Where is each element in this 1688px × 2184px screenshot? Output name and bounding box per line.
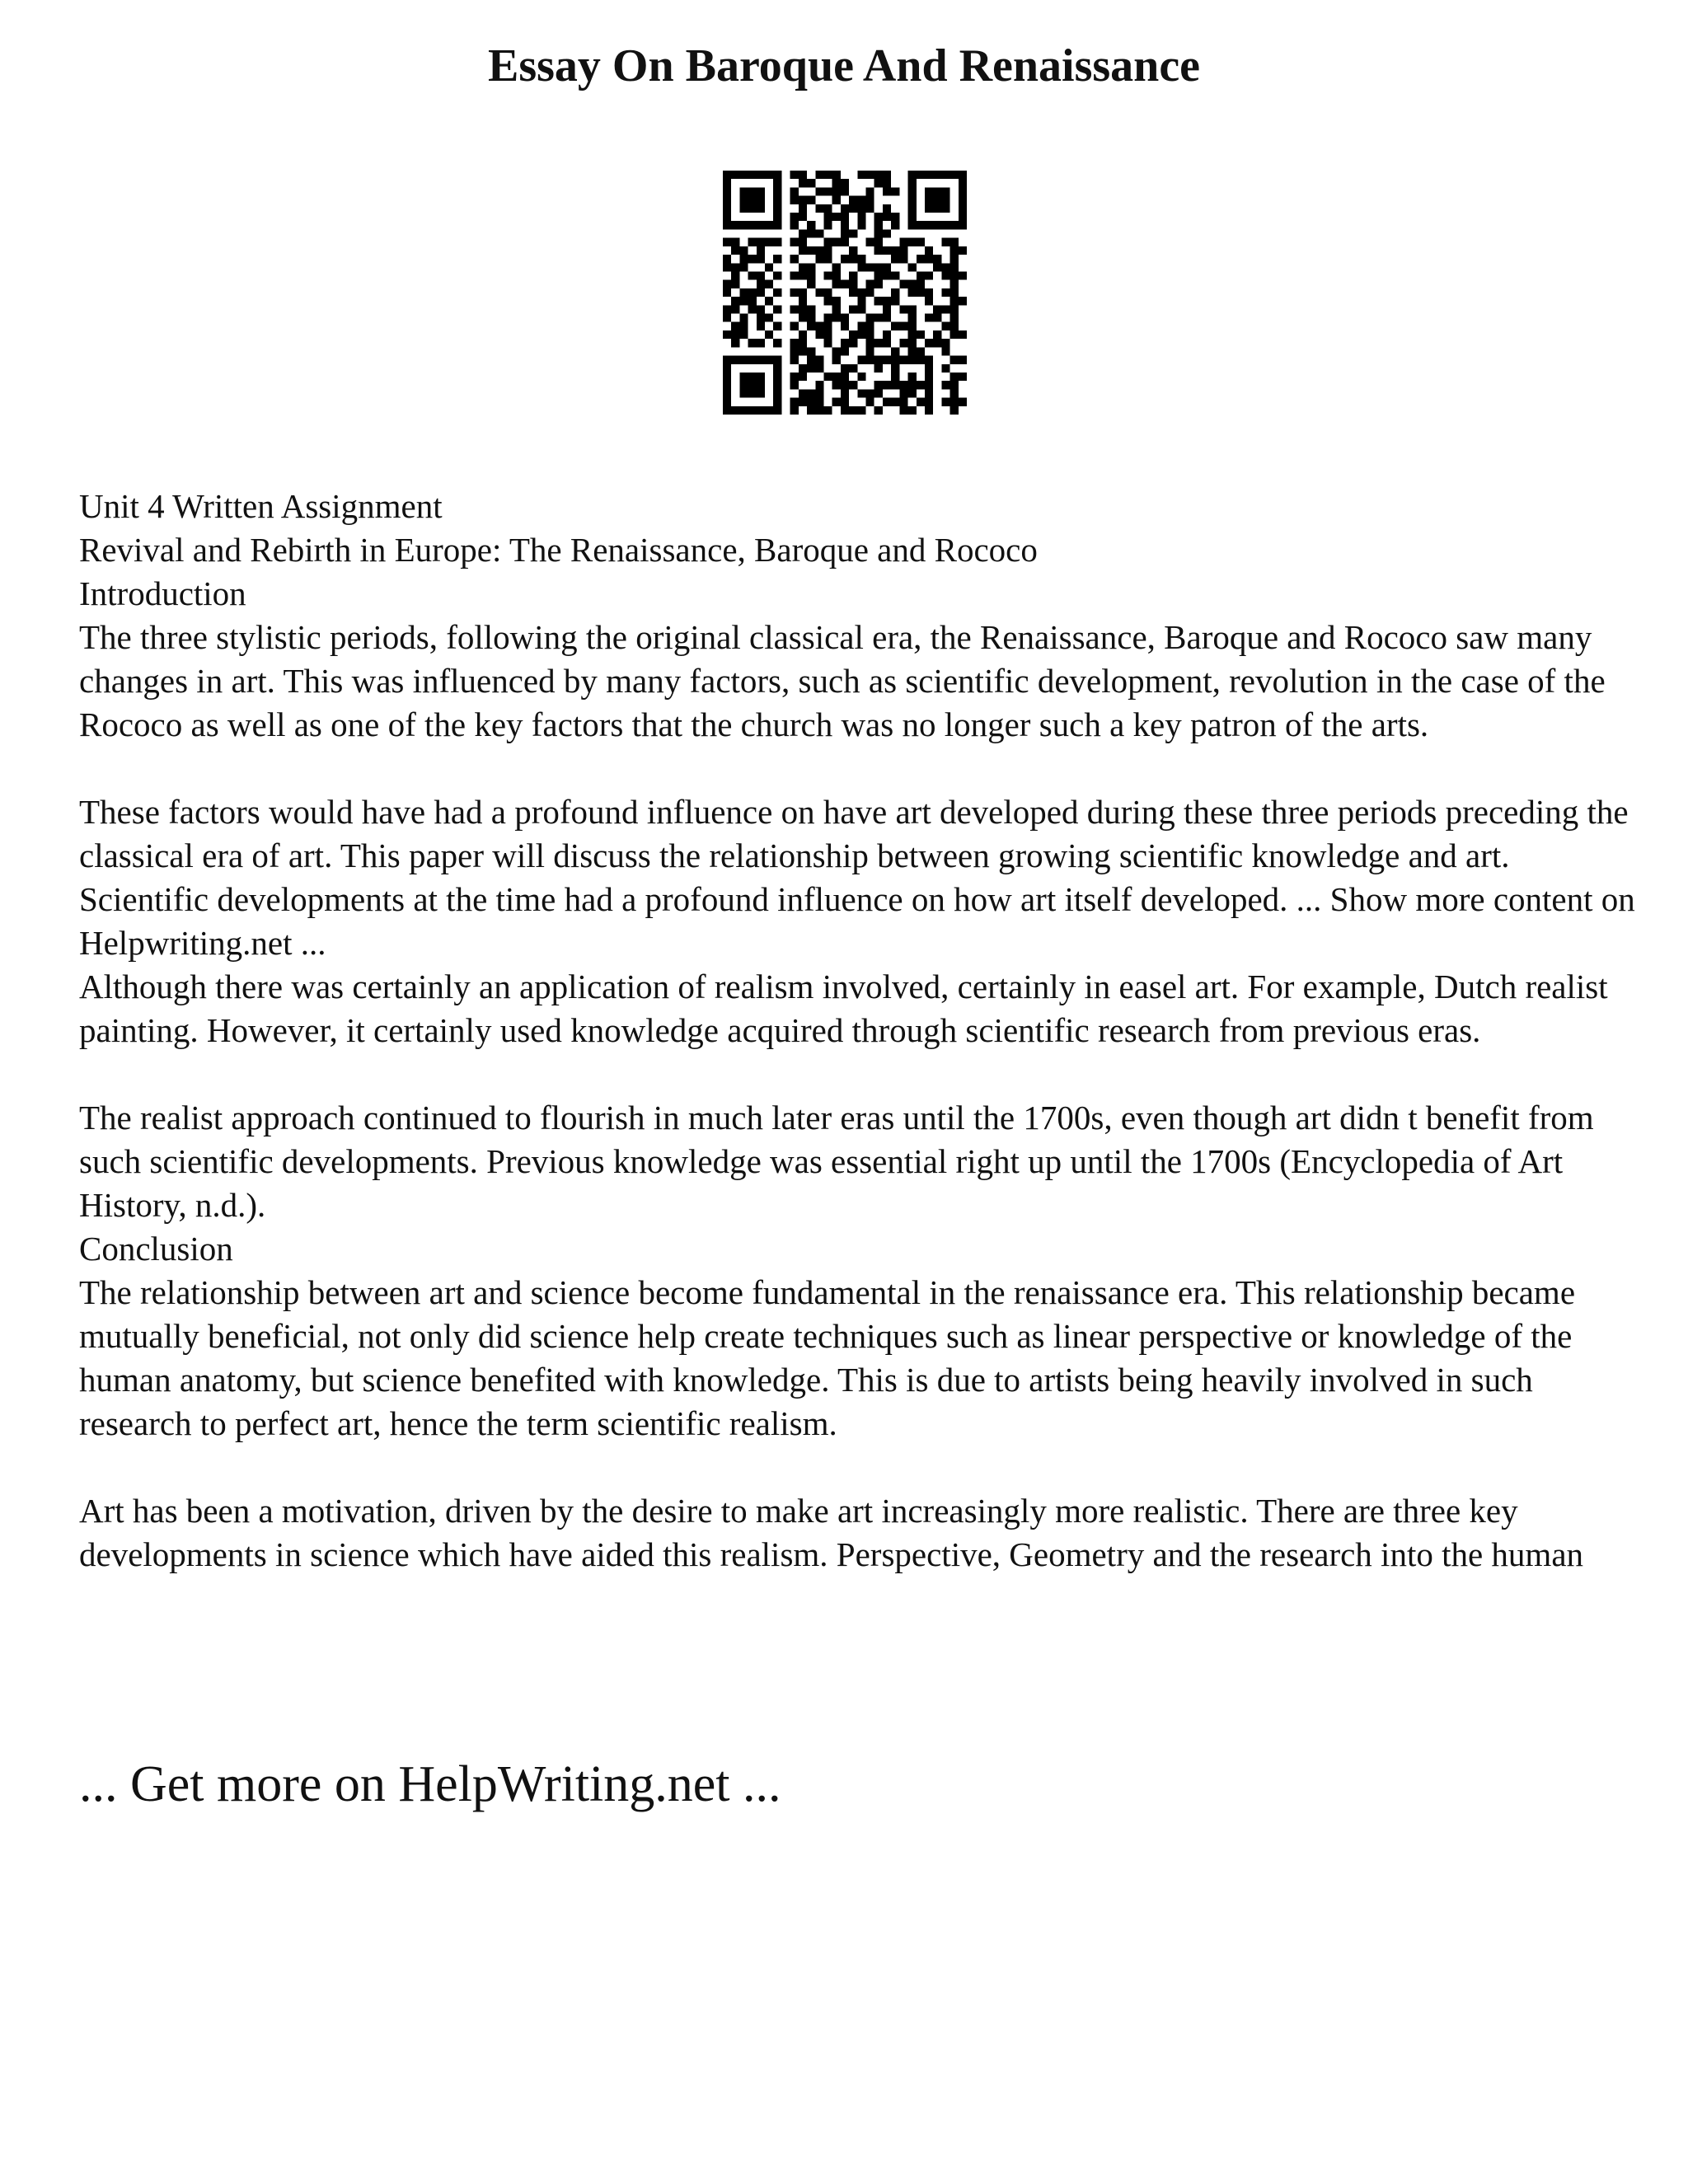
conclusion-heading: Conclusion	[79, 1230, 233, 1268]
paragraph-1: The three stylistic periods, following the original classical era, the Renaissance, Baroque and Rococo saw many changes in art. This was influenced by many factors, such as scientific development, revolution in the case of the Rococo as well as one of the key factors that the church was no longer such a key patron of the arts.	[79, 618, 1606, 743]
paragraph-6: Art has been a motivation, driven by the desire to make art increasingly more realistic. There are three key developments in science which have aided this realism. Perspective, Geometry and the research into the human	[79, 1492, 1584, 1573]
paragraph-2: These factors would have had a profound influence on have art developed during these three periods preceding the classical era of art. This paper will discuss the relationship between growing scientific knowledge and art. Scientific developments at the time had a profound influence on how art itself developed. ... Show more content on Helpwriting.net ...	[79, 793, 1635, 962]
essay-body	[79, 485, 1637, 1577]
essay-subtitle: Revival and Rebirth in Europe: The Renaissance, Baroque and Rococo	[79, 531, 1038, 569]
unit-heading: Unit 4 Written Assignment	[79, 487, 443, 525]
paragraph-5: The relationship between art and science become fundamental in the renaissance era. This relationship became mutually beneficial, not only did science help create techniques such as linear perspective or knowledge of the human anatomy, but science benefited with knowledge. This is due to artists being heavily involved in such research to perfect art, hence the term scientific realism.	[79, 1273, 1576, 1442]
introduction-heading: Introduction	[79, 574, 246, 612]
document-title: Essay On Baroque And Renaissance	[487, 40, 1201, 91]
qr-code-icon	[723, 171, 967, 415]
paragraph-4: The realist approach continued to flourish in much later eras until the 1700s, even though art didn t benefit from such scientific developments. Previous knowledge was essential right up until the 1700s (Encyclopedia of Art History, n.d.).	[79, 1099, 1594, 1224]
get-more-link[interactable]: ... Get more on HelpWriting.net ...	[79, 1756, 781, 1812]
paragraph-3: Although there was certainly an application of realism involved, certainly in easel art. For example, Dutch realist painting. However, it certainly used knowledge acquired through scientific research from previous eras.	[79, 968, 1608, 1049]
